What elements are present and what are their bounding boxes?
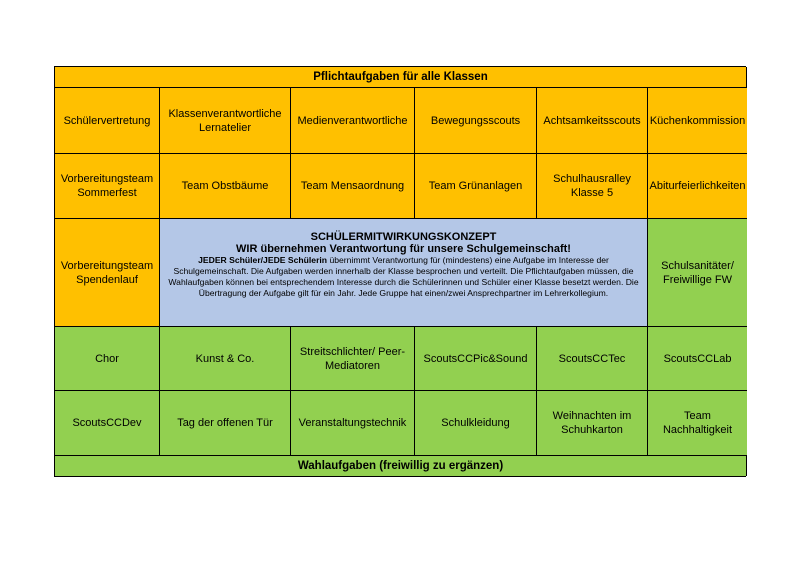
cell-r4-c4: ScoutsCCPic&Sound bbox=[415, 327, 537, 391]
cell-r1-c2: Klassenverantwortliche Lernatelier bbox=[160, 88, 291, 154]
cell-r4-c5: ScoutsCCTec bbox=[537, 327, 648, 391]
cell-r2-c5: Schulhausralley Klasse 5 bbox=[537, 154, 648, 219]
cell-r3-right: Schulsanitäter/ Freiwillige FW bbox=[648, 219, 747, 327]
cell-r4-c3: Streitschlichter/ Peer-Mediatoren bbox=[291, 327, 415, 391]
cell-r1-c6: Küchenkommission bbox=[648, 88, 747, 154]
cell-r2-c1: Vorbereitungsteam Sommerfest bbox=[55, 154, 160, 219]
cell-r5-c3: Veranstaltungstechnik bbox=[291, 391, 415, 456]
cell-r2-c2: Team Obstbäume bbox=[160, 154, 291, 219]
concept-body: übernimmt Verantwortung für (mindestens) eine Aufgabe im Interesse der Schulgemeinschaft. Die Aufgaben werden innerhalb der Klasse besprochen und verteilt. Die Pflichtaufgaben müssen, die Wahlaufgaben können bei entsprechendem Interesse durch die Schülerinnen und Schüler einer Klasse besetzt werden. Die Übertragung der Aufgabe gilt für ein Jahr. Jede Gruppe hat einen/zwei Ansprechpartner im Lehrerkollegium. bbox=[168, 255, 639, 298]
cell-r5-c6: Team Nachhaltigkeit bbox=[648, 391, 747, 456]
cell-r4-c1: Chor bbox=[55, 327, 160, 391]
cell-r1-c1: Schülervertretung bbox=[55, 88, 160, 154]
cell-r5-c1: ScoutsCCDev bbox=[55, 391, 160, 456]
concept-box bbox=[160, 219, 648, 327]
cell-r2-c6: Abiturfeierlichkeiten bbox=[648, 154, 747, 219]
header-optional: Wahlaufgaben (freiwillig zu ergänzen) bbox=[55, 456, 747, 476]
cell-r5-c5: Weihnachten im Schuhkarton bbox=[537, 391, 648, 456]
cell-r1-c5: Achtsamkeitsscouts bbox=[537, 88, 648, 154]
cell-r5-c4: Schulkleidung bbox=[415, 391, 537, 456]
task-table bbox=[54, 66, 746, 477]
header-mandatory: Pflichtaufgaben für alle Klassen bbox=[55, 67, 747, 88]
cell-r4-c6: ScoutsCCLab bbox=[648, 327, 747, 391]
cell-r3-left: Vorbereitungsteam Spendenlauf bbox=[55, 219, 160, 327]
cell-r4-c2: Kunst & Co. bbox=[160, 327, 291, 391]
cell-r2-c3: Team Mensaordnung bbox=[291, 154, 415, 219]
concept-text bbox=[168, 255, 639, 299]
cell-r2-c4: Team Grünanlagen bbox=[415, 154, 537, 219]
concept-title: SCHÜLERMITWIRKUNGSKONZEPT bbox=[310, 231, 497, 243]
cell-r1-c3: Medienverantwortliche bbox=[291, 88, 415, 154]
cell-r5-c2: Tag der offenen Tür bbox=[160, 391, 291, 456]
concept-lead: JEDER Schüler/JEDE Schülerin bbox=[198, 255, 328, 265]
concept-subtitle: WIR übernehmen Verantwortung für unsere Schulgemeinschaft! bbox=[236, 243, 571, 255]
cell-r1-c4: Bewegungsscouts bbox=[415, 88, 537, 154]
